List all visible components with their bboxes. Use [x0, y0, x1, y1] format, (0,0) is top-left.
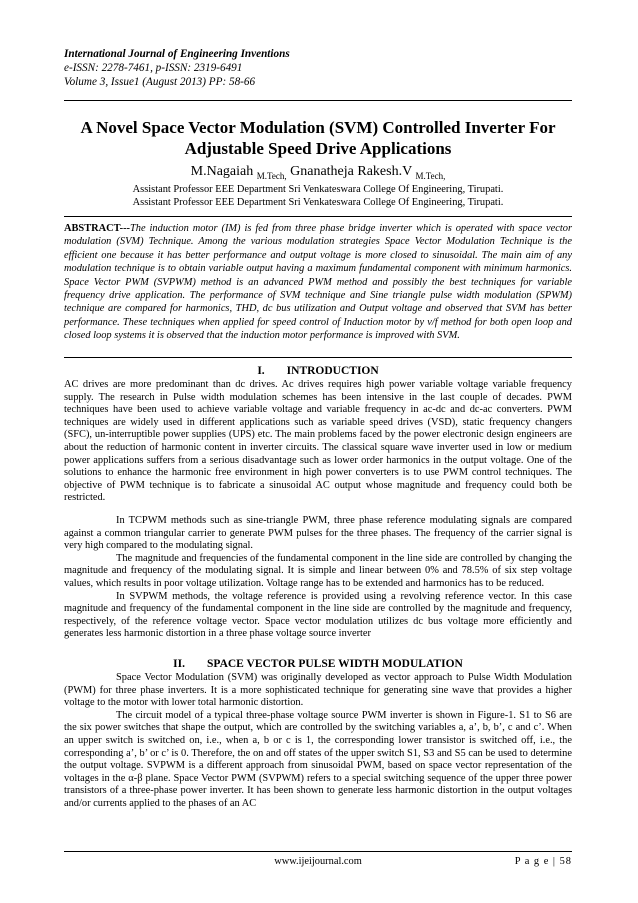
abstract [64, 222, 572, 343]
affiliation-2: Assistant Professor EEE Department Sri Venkateswara College Of Engineering, Tirupati. [132, 197, 504, 208]
introduction-body [64, 379, 572, 641]
section-title: SPACE VECTOR PULSE WIDTH MODULATION [207, 658, 463, 670]
journal-issn: e-ISSN: 2278-7461, p-ISSN: 2319-6491 [64, 62, 243, 74]
paragraph: Space Vector Modulation (SVM) was originally developed as vector approach to Pulse Width Modulation (PWM) for three phase inverters. It is a more sophisticated technique for generating sine wave that provides a higher voltage to the motor with lower total harmonic distortion. [64, 672, 572, 709]
affiliation-1: Assistant Professor EEE Department Sri Venkateswara College Of Engineering, Tirupati. [132, 184, 504, 195]
section-heading-introduction [64, 364, 572, 378]
title-line-1: A Novel Space Vector Modulation (SVM) Controlled Inverter For [80, 118, 556, 137]
author-1-degree: M.Tech, [256, 170, 287, 181]
paragraph: The magnitude and frequencies of the fundamental component in the line side are controlled by changing the magnitude and frequency of the modulating signal. It is simple and linear between 0% and 78.5% of six step voltage values, which results in poor voltage utilization. Voltage range has to be extended and harmonics has to be reduced. [64, 552, 572, 589]
section-number: II. [173, 658, 185, 670]
journal-name: International Journal of Engineering Inventions [64, 48, 290, 60]
abstract-text: The induction motor (IM) is fed from three phase bridge inverter which is operated with space vector modulation (SVM) Technique. Among the various modulation strategies Space Vector Modulation Technique is the efficient one because it has better performance and output voltage is more closed to sinusoidal. The main aim of any modulation technique is to obtain variable output having a maximum fundamental component with minimum harmonics. Space Vector PWM (SVPWM) method is an advanced PWM method and possibly the best techniques for variable frequency drive application. The performance of SVM technique and Sine triangle pulse width modulation (SPWM) technique are compared for harmonics, THD, dc bus utilization and Output voltage and observed that SVM has better performance. These techniques when applied for speed control of Induction motor by v/f method for both open loop and closed loop systems it is observed that the induction motor performance is improved with SVM. [64, 223, 572, 342]
header-rule [64, 100, 572, 101]
svpwm-body [64, 672, 572, 811]
paragraph: In TCPWM methods such as sine-triangle PWM, three phase reference modulating signals are compared against a common triangular carrier to generate PWM pulses for the three phases. The frequency of the carrier signal is very high compared to the modulating signal. [64, 514, 572, 552]
footer-rule [64, 851, 572, 852]
paper-title [64, 117, 572, 159]
footer-url[interactable]: www.ijeijournal.com [274, 856, 362, 867]
author-2-degree: M.Tech, [415, 170, 446, 181]
abstract-top-rule [64, 216, 572, 217]
paragraph: AC drives are more predominant than dc drives. Ac drives requires high power variable voltage variable frequency supply. The research in Pulse width modulation schemes has been intensive in the last couple of decades. PWM techniques have been used to achieve variable voltage and variable frequency in ac-dc and dc-ac converters. PWM techniques are widely used in different applications such as variable speed drives (VSD), static frequency changers (SFC), un-interruptible power supplies (UPS) etc. The main problems faced by the power electronic design engineers are about the reduction of harmonic content in inverter circuits. The classical square wave inverter used in low or medium power applications suffers from a serious disadvantage such as lower order harmonics in the output voltage. One of the solutions to enhance the harmonic free environment in high power converters is to use PWM control techniques. The objective of PWM technique is to fabricate a sinusoidal AC output whose magnitude and frequency could both be restricted. [64, 379, 572, 504]
abstract-label: ABSTRACT--- [64, 223, 131, 234]
author-line [64, 163, 572, 185]
paragraph: In SVPWM methods, the voltage reference is provided using a revolving reference vector. In this case magnitude and frequency of the fundamental component in the line side are controlled by the magnitude and frequency, respectively, of the reference voltage vector. Space vector modulation utilizes dc bus voltage more efficiently and generates less harmonic distortion in a three phase voltage source inverter [64, 590, 572, 640]
section-title: INTRODUCTION [286, 365, 379, 377]
paragraph: The circuit model of a typical three-phase voltage source PWM inverter is shown in Figure-1. S1 to S6 are the six power switches that shape the output, which are controlled by the switching variables a, a’, b, b’, c and c’. When an upper switch is switched on, i.e., when a, b or c is 1, the corresponding lower transistor is switched off, i.e., the corresponding a’, b’ or c’ is 0. Therefore, the on and off states of the upper switch S1, S3 and S5 can be used to determine the output voltage. SVPWM is a different approach from sinusoidal PWM, based on space vector representation of the voltages in the α-β plane. Space Vector PWM (SVPWM) refers to a special switching sequence of the upper three power transistors of a three-phase power inverter. It has been shown to generate less harmonic distortion in the output voltages and/or currents applied to the phases of an AC [64, 709, 572, 809]
title-line-2: Adjustable Speed Drive Applications [184, 139, 452, 158]
journal-header [64, 47, 290, 89]
author-1-name: M.Nagaiah [190, 164, 254, 179]
page-number: P a g e | 58 [514, 856, 572, 867]
author-2-name: Gnanatheja Rakesh.V [290, 164, 412, 179]
abstract-bottom-rule [64, 357, 572, 358]
section-number: I. [257, 365, 265, 377]
section-heading-svpwm [64, 657, 572, 671]
journal-volume: Volume 3, Issue1 (August 2013) PP: 58-66 [64, 76, 256, 88]
